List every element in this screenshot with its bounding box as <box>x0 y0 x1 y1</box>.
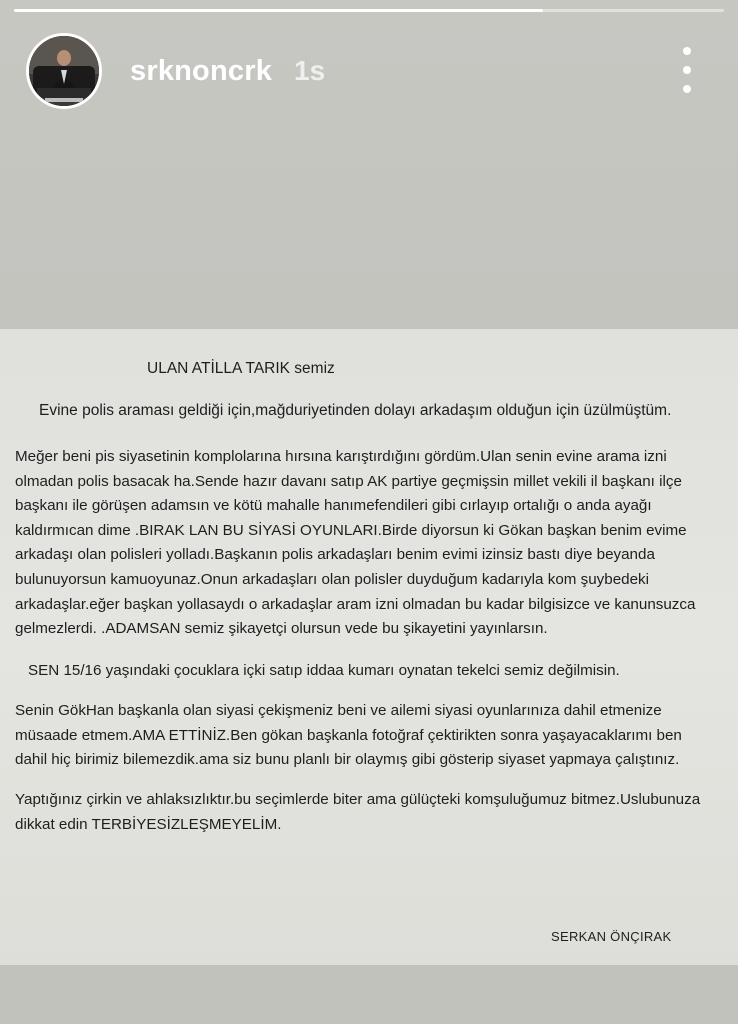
document-paragraph-2 <box>28 659 620 684</box>
document-line: müsaade etmem.AMA ETTİNİZ.Ben gökan başkanla fotoğraf çektirikten sonra yaşayacaklarımı ben <box>15 726 682 744</box>
document-line: arkadaşı olan polisleri yolladı.Başkanın polis arkadaşları benim evimi izinsiz bastı diye beyanda <box>15 546 655 564</box>
document-photo <box>0 329 738 965</box>
more-options-button[interactable] <box>672 47 702 93</box>
document-signature: SERKAN ÖNÇIRAK <box>551 929 672 944</box>
document-line: arkadaşlar.eğer başkan yollasaydı o arkadaşlar aram izni olmadan bu kadar bilgisizce ve kanunsuzca <box>15 595 696 613</box>
document-heading: ULAN ATİLLA TARIK semiz <box>147 360 335 377</box>
document-paragraph-1 <box>15 445 695 642</box>
document-paragraph-4 <box>15 788 700 837</box>
document-line: Meğer beni pis siyasetinin komplolarına hırsına karıştırdığını gördüm.Ulan senin evine arama izni <box>15 448 667 465</box>
document-line: SEN 15/16 yaşındaki çocuklara içki satıp iddaa kumarı oynatan tekelci semiz değilmisin. <box>28 662 620 679</box>
document-line: bulunuyorsun kamuoyunaz.Onun arkadaşları olan polisler duyduğum kadarıyla kom şuybedeki <box>15 570 650 588</box>
avatar[interactable] <box>26 33 102 109</box>
story-progress-fill <box>14 9 543 12</box>
document-line: Senin GökHan başkanla olan siyasi çekişmeniz beni ve ailemi siyasi oyunlarınıza dahil etmenize <box>15 702 662 719</box>
document-line: başkanı ile görüşen adamsın ve kötü mahalle hanımefendileri gibi cırlayıp ortalığı o anda ayağı <box>15 497 652 515</box>
document-line: gelmezlerdi. .ADAMSAN semiz şikayetçi olursun vede bu şikayetini yayınlarsın. <box>15 620 548 638</box>
document-intro: Evine polis araması geldiği için,mağduriyetinden dolayı arkadaşım olduğun için üzülmüştüm. <box>39 402 672 419</box>
profile-photo-icon <box>29 36 99 106</box>
username[interactable]: srknoncrk <box>130 54 273 87</box>
document-line: kaldırmıcan dime .BIRAK LAN BU SİYASİ OYUNLARI.Birde diyorsun ki Gökan başkan benim evime <box>15 521 687 539</box>
document-line: dahil hiç birimiz bilemezdik.ama siz bunu planlı bir olaymış gibi gösterip siyaset yapmaya çalıştınız. <box>15 751 680 769</box>
story-header <box>26 33 716 109</box>
vertical-dots-icon <box>683 47 691 55</box>
document-line: dikkat edin TERBİYESİZLEŞMEYELİM. <box>15 815 282 833</box>
story-progress-bar <box>14 9 724 12</box>
document-line: Yaptığınız çirkin ve ahlaksızlıktır.bu seçimlerde biter ama gülüçteki komşuluğumuz bitmez.Uslubunuza <box>15 791 701 808</box>
story-bottom-area <box>0 965 738 1024</box>
document-paragraph-3 <box>15 699 682 773</box>
story-timestamp: 1s <box>294 55 326 86</box>
document-line: olmadan polis basacak ha.Sende hazır davanı satıp AK partiye geçmişsin millet vekili il başkanı ilçe <box>15 472 682 490</box>
